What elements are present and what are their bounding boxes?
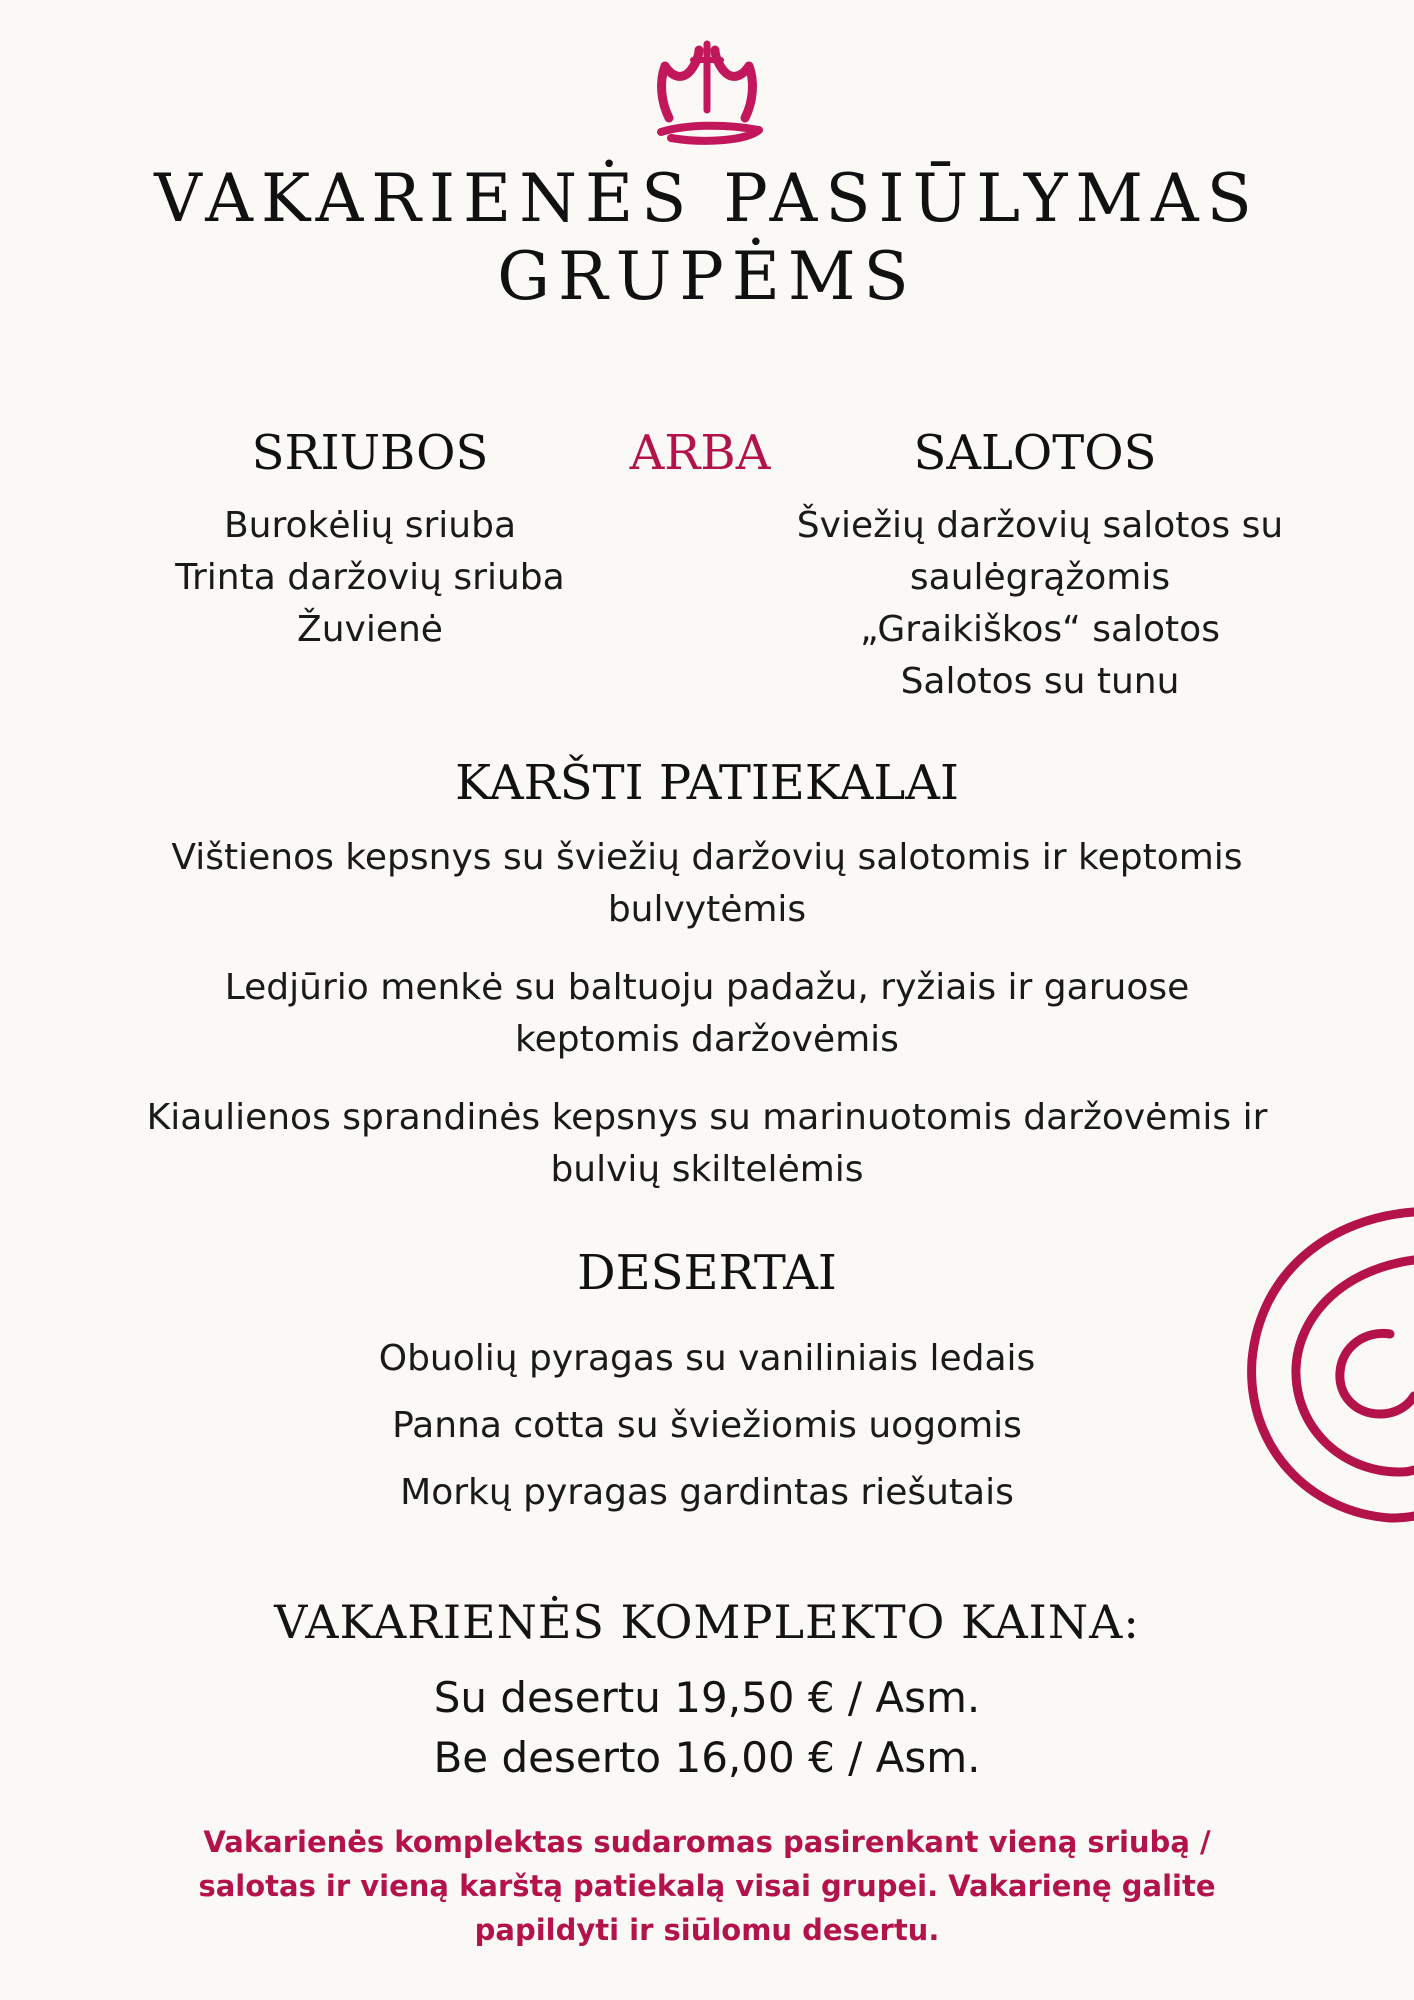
hot-dish-line-1: Kiaulienos sprandinės kepsnys su marinuotomis daržovėmis ir: [146, 1097, 1268, 1138]
list-item: Trinta daržovių sriuba: [175, 557, 565, 598]
hot-dishes-heading: KARŠTI PATIEKALAI: [455, 755, 959, 811]
hot-dish-line-2: keptomis daržovėmis: [515, 1019, 899, 1060]
price-without-dessert: Be deserto 16,00 € / Asm.: [433, 1733, 981, 1782]
list-item: Burokėlių sriuba: [223, 505, 517, 546]
list-item: Žuvienė: [297, 609, 443, 650]
list-item: [100, 832, 1314, 936]
desserts-heading: DESERTAI: [577, 1245, 837, 1301]
or-label: ARBA: [629, 425, 771, 481]
menu-note: Vakarienės komplektas sudaromas pasirenkant vieną sriubą / salotas ir vieną karštą patiekalą visai grupei. Vakarienę galite papildyti ir siūlomu desertu.: [198, 1825, 1216, 1947]
spiral-icon: [1190, 1200, 1414, 1530]
crown-icon: [647, 40, 767, 148]
hot-dish-line-1: Vištienos kepsnys su šviežių daržovių salotomis ir keptomis: [171, 837, 1243, 878]
list-item: Salotos su tunu: [900, 661, 1180, 702]
hot-dish-line-2: bulvytėmis: [607, 889, 807, 930]
desserts-list: [100, 1325, 1314, 1526]
list-item: Šviežių daržovių salotos su: [796, 505, 1284, 546]
page-title: [100, 160, 1314, 316]
list-item: Panna cotta su šviežiomis uogomis: [392, 1405, 1022, 1446]
title-line-2: GRUPĖMS: [497, 238, 917, 315]
list-item: saulėgrąžomis: [909, 557, 1171, 598]
list-item: „Graikiškos“ salotos: [860, 609, 1220, 650]
list-item: [100, 962, 1314, 1066]
price-with-dessert: Su desertu 19,50 € / Asm.: [433, 1673, 981, 1722]
soups-heading: SRIUBOS: [251, 425, 489, 481]
title-line-1: VAKARIENĖS PASIŪLYMAS: [154, 160, 1260, 237]
soups-list: [120, 500, 620, 656]
salads-heading: SALOTOS: [913, 425, 1157, 481]
hot-dish-line-2: bulvių skiltelėmis: [550, 1149, 864, 1190]
hot-dish-line-1: Ledjūrio menkė su baltuoju padažu, ryžiais ir garuose: [224, 967, 1190, 1008]
price-heading: VAKARIENĖS KOMPLEKTO KAINA:: [274, 1595, 1140, 1649]
list-item: [100, 1092, 1314, 1196]
list-item: Obuolių pyragas su vaniliniais ledais: [378, 1338, 1036, 1379]
salads-list: [770, 500, 1310, 708]
list-item: Morkų pyragas gardintas riešutais: [400, 1472, 1014, 1513]
